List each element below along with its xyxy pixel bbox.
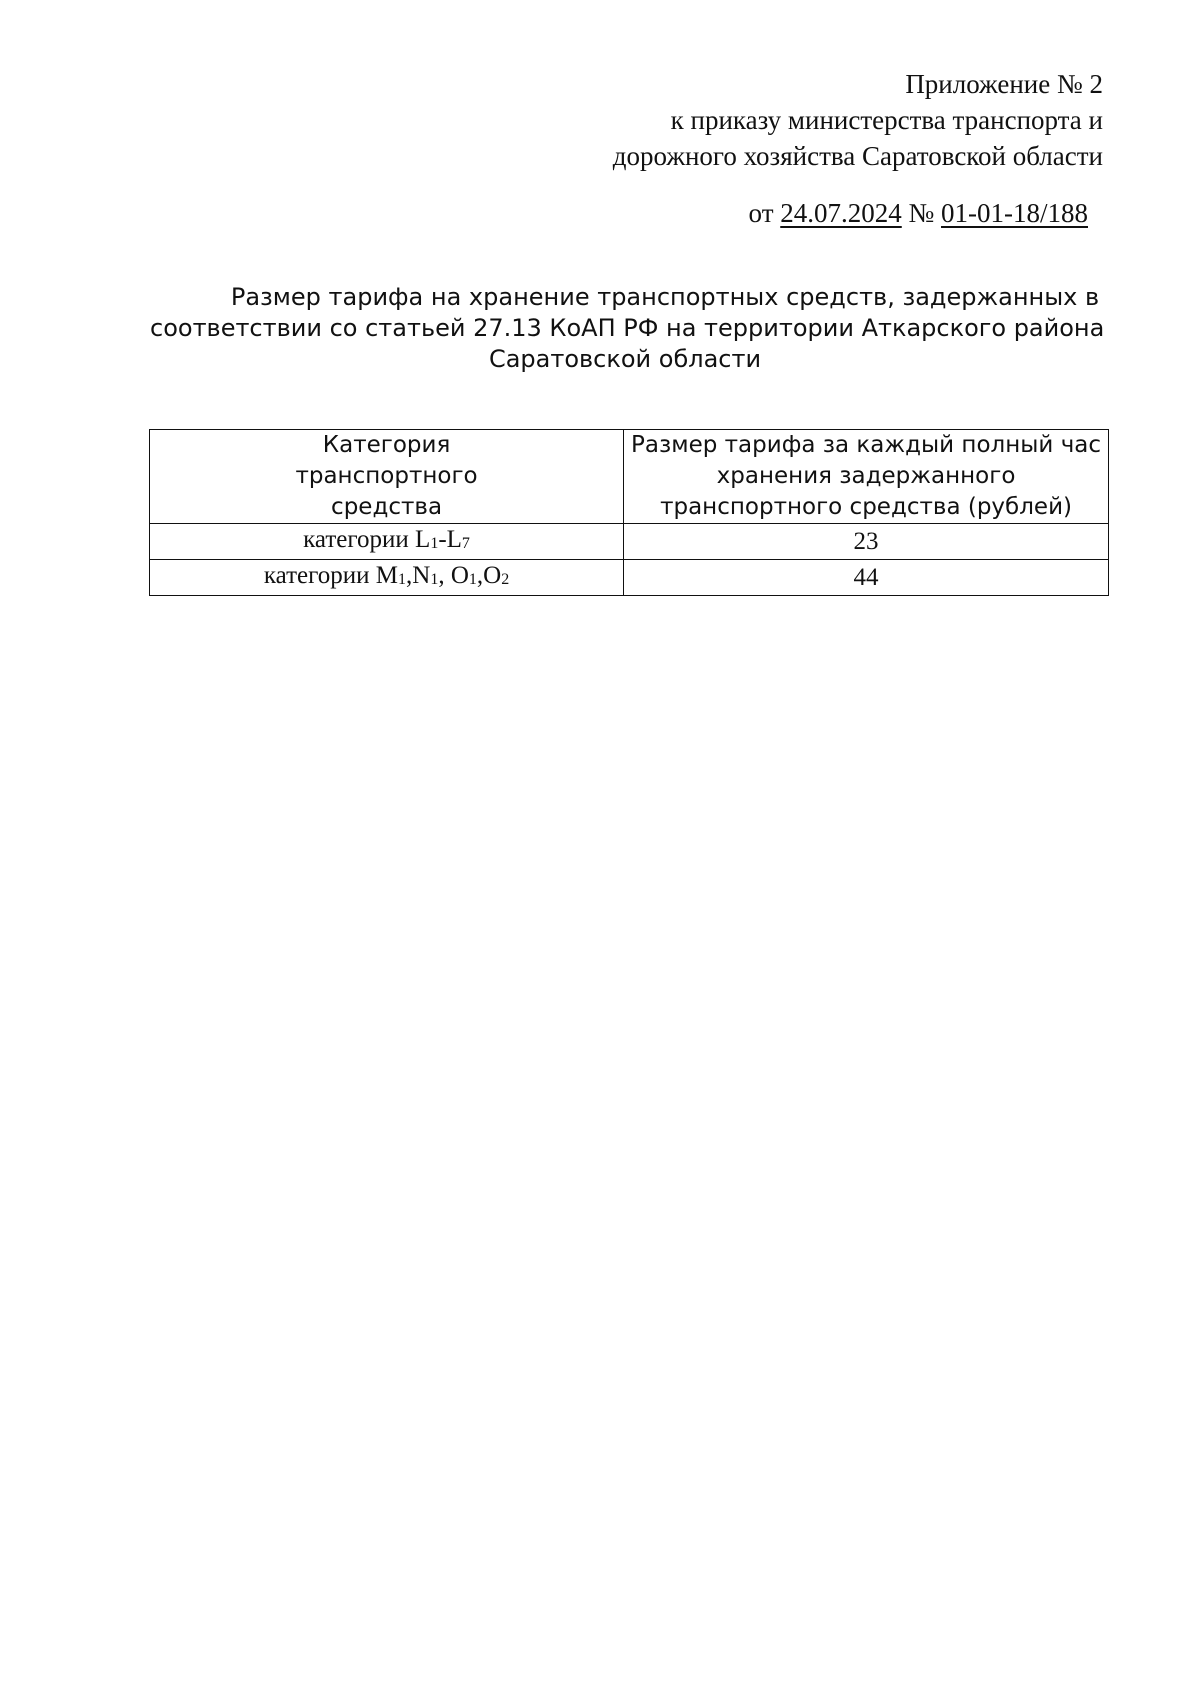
table-row: [150, 560, 1109, 596]
order-number-sign: №: [908, 198, 935, 228]
category-text: , O: [438, 562, 469, 589]
tariff-value-cell: 23: [624, 524, 1109, 560]
header-rate-line: транспортного средства (рублей): [660, 494, 1072, 520]
category-subscript: 1: [398, 571, 406, 588]
tariff-table: [149, 429, 1109, 596]
category-text: категории M: [263, 562, 398, 589]
category-text: -L: [438, 526, 462, 553]
category-subscript: 1: [468, 571, 477, 588]
order-number: 01-01-18/188: [941, 198, 1088, 228]
header-category-line: транспортного: [295, 463, 478, 489]
order-prefix: от: [748, 198, 774, 228]
category-subscript: 2: [501, 571, 510, 588]
header-category-line: Категория: [322, 432, 451, 458]
category-text: ,N: [406, 562, 431, 589]
title-line: Размер тарифа на хранение транспортных средств, задержанных в: [230, 283, 1100, 311]
table-row: [150, 524, 1109, 560]
header-category: [150, 430, 624, 524]
order-reference: [749, 196, 1088, 230]
category-subscript: 1: [430, 535, 439, 552]
category-subscript: 7: [461, 535, 470, 552]
order-date: 24.07.2024: [780, 198, 902, 228]
tariff-value-cell: 44: [624, 560, 1109, 596]
header-category-line: средства: [331, 494, 443, 520]
appendix-line: дорожного хозяйства Саратовской области: [612, 141, 1103, 171]
appendix-line: к приказу министерства транспорта и: [670, 105, 1103, 135]
category-text: ,O: [476, 562, 502, 589]
header-rate-line: Размер тарифа за каждый полный час: [631, 432, 1102, 458]
header-rate: [624, 430, 1109, 524]
appendix-line: Приложение № 2: [905, 69, 1103, 99]
header-rate-line: хранения задержанного: [716, 463, 1016, 489]
title-line: Саратовской области: [488, 345, 762, 373]
table-body: [150, 524, 1109, 596]
table-header-row: [150, 430, 1109, 524]
category-cell: [150, 524, 624, 560]
title-line: соответствии со статьей 27.13 КоАП РФ на территории Аткарского района: [150, 314, 1105, 342]
appendix-header: [613, 66, 1103, 174]
category-text: категории L: [303, 526, 431, 553]
category-cell: [150, 560, 624, 596]
document-title: [150, 282, 1105, 375]
category-subscript: 1: [430, 571, 439, 588]
